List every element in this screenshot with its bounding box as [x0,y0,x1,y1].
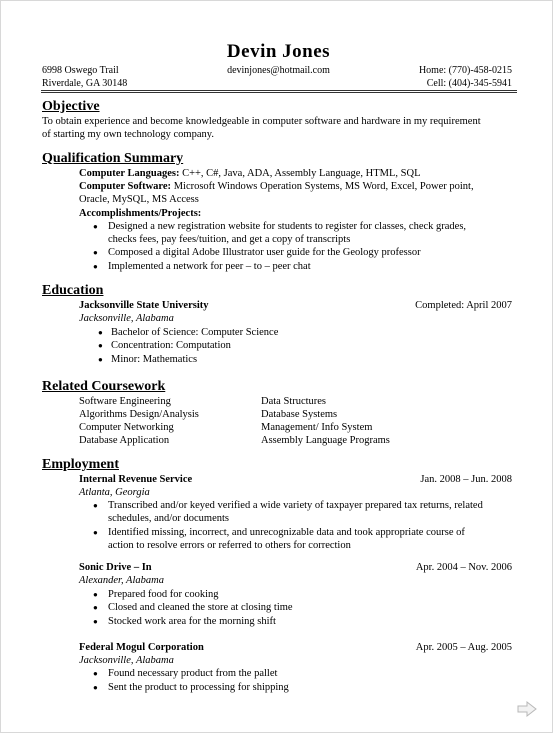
bullet-icon: ● [98,341,103,350]
objective-line-2: of starting my own technology company. [42,129,214,140]
bullet-icon: ● [93,501,98,510]
job-location: Alexander, Alabama [79,575,164,586]
languages-value: C++, C#, Java, ADA, Assembly Language, HTML, SQL [179,168,421,179]
bullet-icon: ● [93,669,98,678]
employment-heading: Employment [42,457,119,472]
arrow-right-icon[interactable] [516,700,538,718]
header-divider [41,90,517,93]
job-dates: Apr. 2005 – Aug. 2005 [415,642,512,653]
software-line-2: Oracle, MySQL, MS Access [79,194,199,205]
job-location: Atlanta, Georgia [79,487,150,498]
qualification-heading: Qualification Summary [42,151,184,166]
completed-date: Completed: April 2007 [415,300,512,311]
job-duty: Closed and cleaned the store at closing time [108,602,293,613]
job-title: Federal Mogul Corporation [79,642,204,653]
resume-name: Devin Jones [226,41,331,62]
job-title: Sonic Drive – In [79,562,152,573]
concentration: Concentration: Computation [111,340,231,351]
languages-line [79,167,421,180]
job-title: Internal Revenue Service [79,474,193,485]
bullet-icon: ● [93,248,98,257]
coursework-heading: Related Coursework [42,379,166,394]
bullet-icon: ● [98,328,103,337]
course-item: Computer Networking [79,422,174,433]
bullet-icon: ● [93,603,98,612]
job-dates: Jan. 2008 – Jun. 2008 [420,474,512,485]
school-location: Jacksonville, Alabama [79,313,174,324]
accomplishment-1a: Designed a new registration website for students to register for classes, check grades, [108,221,467,232]
bullet-icon: ● [93,683,98,692]
bullet-icon: ● [98,355,103,364]
address-line-1: 6998 Oswego Trail [42,65,119,76]
accomplishment-3: Implemented a network for peer – to – peer chat [108,261,311,272]
cell-phone: Cell: (404)-345-5941 [426,78,512,89]
course-item: Assembly Language Programs [261,435,390,446]
job-duty: Sent the product to processing for shipping [108,682,289,693]
degree: Bachelor of Science: Computer Science [111,327,279,338]
education-heading: Education [42,283,104,298]
course-item: Algorithms Design/Analysis [79,409,199,420]
languages-label: Computer Languages: [79,168,180,179]
software-line [79,180,474,193]
job-duty: Stocked work area for the morning shift [108,616,276,627]
objective-line-1: To obtain experience and become knowledgeable in computer software and hardware in my requirement [42,116,481,127]
address-line-2: Riverdale, GA 30148 [42,78,128,89]
accomplishment-1b: checks fees, pay fees/tuition, and get a copy of transcripts [108,234,351,245]
accomplishments-label: Accomplishments/Projects: [79,208,202,219]
job-location: Jacksonville, Alabama [79,655,174,666]
course-item: Software Engineering [79,396,171,407]
bullet-icon: ● [93,617,98,626]
bullet-icon: ● [93,222,98,231]
job-duty: Identified missing, incorrect, and unrecognizable data and took appropriate course of [108,527,465,538]
software-value: Microsoft Windows Operation Systems, MS Word, Excel, Power point, [171,181,474,192]
bullet-icon: ● [93,528,98,537]
course-item: Database Systems [261,409,338,420]
job-duty: Prepared food for cooking [108,589,219,600]
course-item: Data Structures [261,396,327,407]
email: devinjones@hotmail.com [227,65,330,76]
job-duty: schedules, and/or documents [108,513,230,524]
home-phone: Home: (770)-458-0215 [418,65,512,76]
bullet-icon: ● [93,262,98,271]
objective-heading: Objective [42,99,100,114]
software-label: Computer Software: [79,181,172,192]
course-item: Management/ Info System [261,422,373,433]
job-duty: Transcribed and/or keyed verified a wide variety of taxpayer prepared tax returns, related [108,500,483,511]
job-duty: action to resolve errors or referred to others for correction [108,540,351,551]
school-name: Jacksonville State University [79,300,209,311]
minor: Minor: Mathematics [111,354,198,365]
bullet-icon: ● [93,590,98,599]
job-dates: Apr. 2004 – Nov. 2006 [415,562,512,573]
course-item: Database Application [79,435,170,446]
accomplishment-2: Composed a digital Adobe Illustrator user guide for the Geology professor [108,247,421,258]
job-duty: Found necessary product from the pallet [108,668,278,679]
